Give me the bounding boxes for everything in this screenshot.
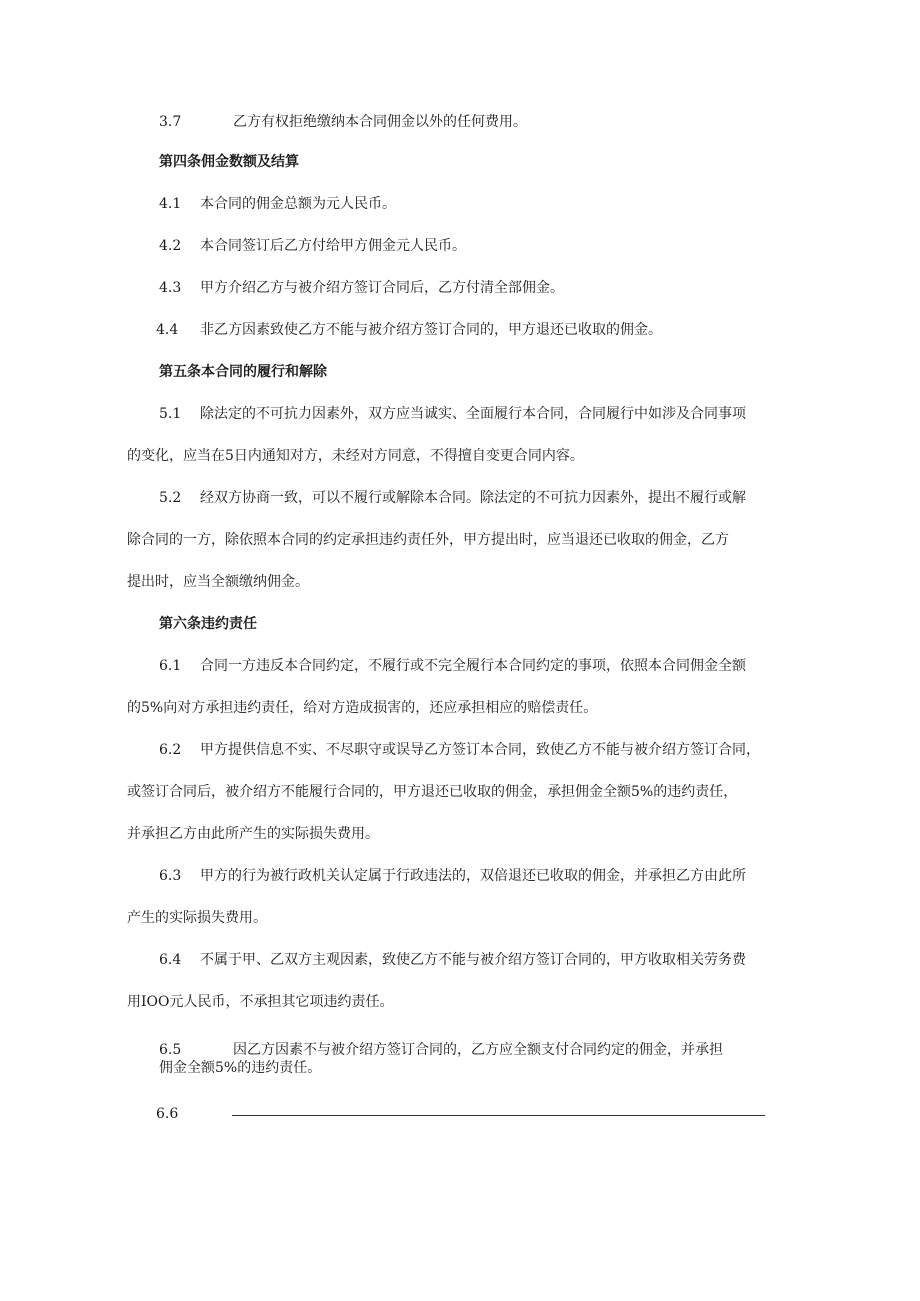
clause-number: 4.4 xyxy=(156,322,179,338)
clause-number: 5.1 xyxy=(159,406,182,422)
clause-5-2-continuation: 提出时，应当全额缴纳佣金。 xyxy=(127,574,309,590)
clause-5-2-continuation: 除合同的一方，除依照本合同的约定承担违约责任外，甲方提出时，应当退还已收取的佣金，乙方 xyxy=(127,532,729,548)
clause-number: 3.7 xyxy=(159,114,182,130)
clause-4-4 xyxy=(156,320,662,340)
clause-number: 4.2 xyxy=(159,238,182,254)
clause-6-2-continuation: 并承担乙方由此所产生的实际损失费用。 xyxy=(127,826,379,842)
clause-6-5 xyxy=(159,1040,723,1060)
clause-text: 非乙方因素致使乙方不能与被介绍方签订合同的，甲方退还已收取的佣金。 xyxy=(200,322,662,338)
clause-number: 6.6 xyxy=(156,1106,179,1122)
clause-number: 4.3 xyxy=(159,280,182,296)
clause-6-2-continuation: 或签订合同后，被介绍方不能履行合同的，甲方退还已收取的佣金，承担佣金全额5%的违约责任， xyxy=(127,784,738,800)
clause-3-7 xyxy=(159,112,527,132)
clause-text-line: 除法定的不可抗力因素外，双方应当诚实、全面履行本合同，合同履行中如涉及合同事项 xyxy=(200,406,746,422)
clause-4-2 xyxy=(159,236,466,256)
clause-text: 乙方有权拒绝缴纳本合同佣金以外的任何费用。 xyxy=(233,114,527,130)
clause-6-4-continuation: 用IOO元人民币，不承担其它项违约责任。 xyxy=(127,994,394,1010)
clause-5-1-continuation: 的变化，应当在5日内通知对方，未经对方同意，不得擅自变更合同内容。 xyxy=(127,448,584,464)
section-heading-4: 第四条佣金数额及结算 xyxy=(159,154,299,170)
clause-number: 6.5 xyxy=(159,1042,182,1058)
clause-text: 本合同的佣金总额为元人民币。 xyxy=(200,196,396,212)
clause-text: 本合同签订后乙方付给甲方佣金元人民币。 xyxy=(200,238,466,254)
section-heading-6: 第六条违约责任 xyxy=(159,616,257,632)
clause-text-line: 经双方协商一致，可以不履行或解除本合同。除法定的不可抗力因素外，提出不履行或解 xyxy=(200,490,746,506)
clause-6-6 xyxy=(156,1104,178,1124)
clause-6-1 xyxy=(159,656,746,676)
clause-6-4 xyxy=(159,950,746,970)
clause-number: 6.2 xyxy=(159,742,182,758)
clause-text-line: 甲方的行为被行政机关认定属于行政违法的，双倍退还已收取的佣金，并承担乙方由此所 xyxy=(200,868,746,884)
clause-6-1-continuation: 的5%向对方承担违约责任，给对方造成损害的，还应承担相应的赔偿责任。 xyxy=(127,700,598,716)
clause-text-line: 不属于甲、乙双方主观因素，致使乙方不能与被介绍方签订合同的，甲方收取相关劳务费 xyxy=(200,952,746,968)
clause-text-line: 甲方提供信息不实、不尽职守或误导乙方签订本合同，致使乙方不能与被介绍方签订合同， xyxy=(200,742,760,758)
clause-5-1 xyxy=(159,404,746,424)
clause-number: 5.2 xyxy=(159,490,182,506)
clause-6-3-continuation: 产生的实际损失费用。 xyxy=(127,910,267,926)
clause-6-2 xyxy=(159,740,760,760)
blank-fill-line xyxy=(232,1115,765,1116)
clause-4-3 xyxy=(159,278,564,298)
clause-number: 4.1 xyxy=(159,196,182,212)
clause-number: 6.3 xyxy=(159,868,182,884)
section-heading-5: 第五条本合同的履行和解除 xyxy=(159,364,327,380)
clause-text: 甲方介绍乙方与被介绍方签订合同后，乙方付清全部佣金。 xyxy=(200,280,564,296)
clause-text-line: 合同一方违反本合同约定，不履行或不完全履行本合同约定的事项，依照本合同佣金全额 xyxy=(200,658,746,674)
clause-5-2 xyxy=(159,488,746,508)
clause-6-3 xyxy=(159,866,746,886)
clause-number: 6.1 xyxy=(159,658,182,674)
clause-number: 6.4 xyxy=(159,952,182,968)
clause-text-line: 因乙方因素不与被介绍方签订合同的，乙方应全额支付合同约定的佣金，并承担 xyxy=(233,1042,723,1058)
clause-6-5-continuation: 佣金全额5%的违约责任。 xyxy=(159,1060,322,1076)
clause-4-1 xyxy=(159,194,396,214)
